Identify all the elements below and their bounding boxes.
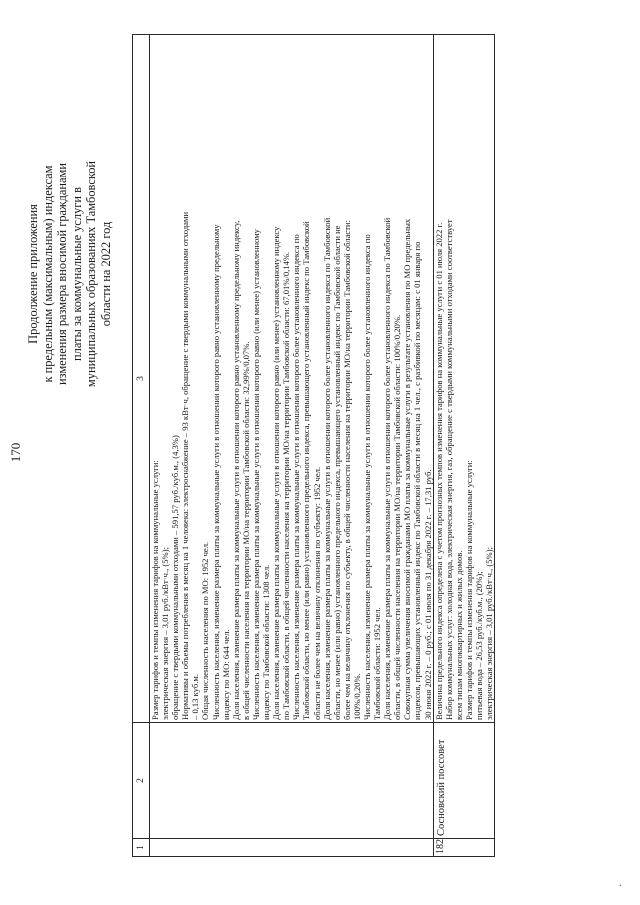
table-header-row [133, 35, 150, 857]
row-number [150, 839, 434, 857]
detail-line: по Тамбовской области, в общей численности населения на территории МО/на территории Тамбовской области: 67,01%/0,14%. [281, 251, 292, 720]
detail-line: – 0,13 куб.м. [190, 674, 201, 720]
detail-line: Доля населения, изменение размера платы за коммунальные услуги в отношении которого равно установленному предельному индексу, [230, 220, 241, 720]
municipality-name: Сосновский поссовет [433, 723, 495, 839]
detail-line: индексов, превышающих установленный индекс по Тамбовской области в месяц на 1 чел., с разбивкой по месяцам: с 01 января по [412, 241, 423, 720]
detail-line: индексу по Тамбовской области: 1308 чел. [261, 564, 272, 720]
detail-line: питьевая вода – 26,53 руб./куб.м., (20%); [474, 571, 484, 720]
detail-line: Доля населения, изменение размера платы за коммунальные услуги в отношении которого более установленного индекса по Тамбовской [382, 217, 393, 720]
detail-line: Величина предельного индекса определена с учетом прогнозных темпов изменения тарифов на коммунальные услуги с 01 июля 2022 г. [433, 222, 444, 720]
appendix-caption [26, 94, 114, 454]
detail-line: области, в общей численности населения на территории МО/на территории Тамбовской области: 100%/0,20%. [392, 314, 403, 720]
detail-line: Совокупная сумма увеличения вносимой гражданами МО платы за коммунальные услуги в результате установления по МО предельных [402, 218, 413, 720]
row-details [433, 35, 495, 723]
detail-line: Доля населения, изменение размера платы за коммунальные услуги в отношении которого более установленного индекса по Тамбовской [321, 217, 332, 720]
column-header: 3 [133, 35, 150, 723]
column-header: 1 [133, 839, 150, 857]
caption-line: изменения размера вносимой гражданами [55, 162, 70, 386]
detail-line: Размер тарифов и темпы изменения тарифов на коммунальные услуги: [150, 460, 160, 720]
detail-line: обращение с твердыми коммунальными отходами – 591,57 руб./куб.м., (4,3%) [170, 435, 181, 720]
detail-line: Общая численность населения по МО: 1952 чел. [200, 541, 211, 720]
detail-line: 30 июня 2022 г. – 0 руб.; с 01 июля по 31 декабря 2022 г. – 17,31 руб. [422, 469, 433, 720]
detail-line: электрическая энергия – 3,01 руб./кВт·ч., (5%); [160, 547, 171, 720]
detail-line: Набор коммунальных услуг: холодная вода, электрическая энергия, газ, обращение с твердыми коммунальными отходами соответствует [443, 219, 454, 720]
caption-line: к предельным (максимальным) индексам [40, 165, 55, 383]
detail-line: более чем на величину отклонения по субъекту, в общей численности населения на территории МО/на территории Тамбовской области: [341, 220, 352, 720]
detail-line: Размер тарифов и темпы изменения тарифов на коммунальные услуги: [463, 460, 474, 720]
municipality-name [150, 723, 434, 839]
column-header: 2 [133, 723, 150, 839]
row-number: 182 [433, 839, 495, 857]
caption-line: платы за коммунальные услуги в [69, 187, 84, 361]
detail-line: Численность населения, изменение размера платы за коммунальные услуги в отношении которого более установленного индекса по [361, 234, 372, 720]
detail-line: Тамбовской области: 1952 чел. [372, 607, 383, 720]
detail-line: индексу по МО: 644 чел. [220, 629, 231, 720]
row-details [150, 35, 434, 723]
caption-line: Продолжение приложения [26, 204, 40, 344]
scan-mark: · [616, 883, 627, 887]
detail-line: области, но менее (или равно) установленного предельного индекса, превышающего установленный индекс по Тамбовской области не [331, 225, 342, 720]
detail-line: Нормативы и объемы потребления в месяц на 1 человека: электроснабжение – 93 кВт·ч, обращение с твердыми коммунальными отходами [180, 211, 191, 720]
page-number: 170 [8, 442, 23, 463]
detail-line: электрическая энергия – 3,01 руб./кВт·ч., (5%); [484, 547, 495, 720]
caption-line: муниципальных образованиях Тамбовской [84, 160, 99, 388]
table-row [433, 35, 495, 857]
table-row [150, 35, 434, 857]
indices-table [132, 34, 495, 857]
detail-line: 100%/0,20%. [351, 673, 362, 720]
detail-line: области не более чем на величину отклонения по субъекту: 1952 чел. [311, 466, 322, 720]
detail-line: всем типам многоквартирных и жилых домов. [453, 550, 464, 720]
detail-line: Тамбовской области, но менее (или равно) установленного предельного индекса, превышающего установленный индекс по Тамбовской [301, 221, 312, 720]
detail-line: Численность населения, изменение размера платы за коммунальные услуги в отношении которого равно (или менее) установленному [250, 229, 261, 720]
detail-line: в общей численности населения на территории МО/на территории Тамбовской области: 32,99%/0,07%. [240, 341, 251, 720]
caption-line: области на 2022 год [98, 221, 113, 327]
detail-line: Доля населения, изменение размера платы за коммунальные услуги в отношении которого равно (или менее) установленному индексу [271, 226, 282, 720]
detail-line: Численность населения, изменение размера платы за коммунальные услуги в отношении которого более установленного индекса по [291, 234, 302, 720]
detail-line: Численность населения, изменение размера платы за коммунальные услуги в отношении которого равно установленному предельному [210, 224, 221, 720]
